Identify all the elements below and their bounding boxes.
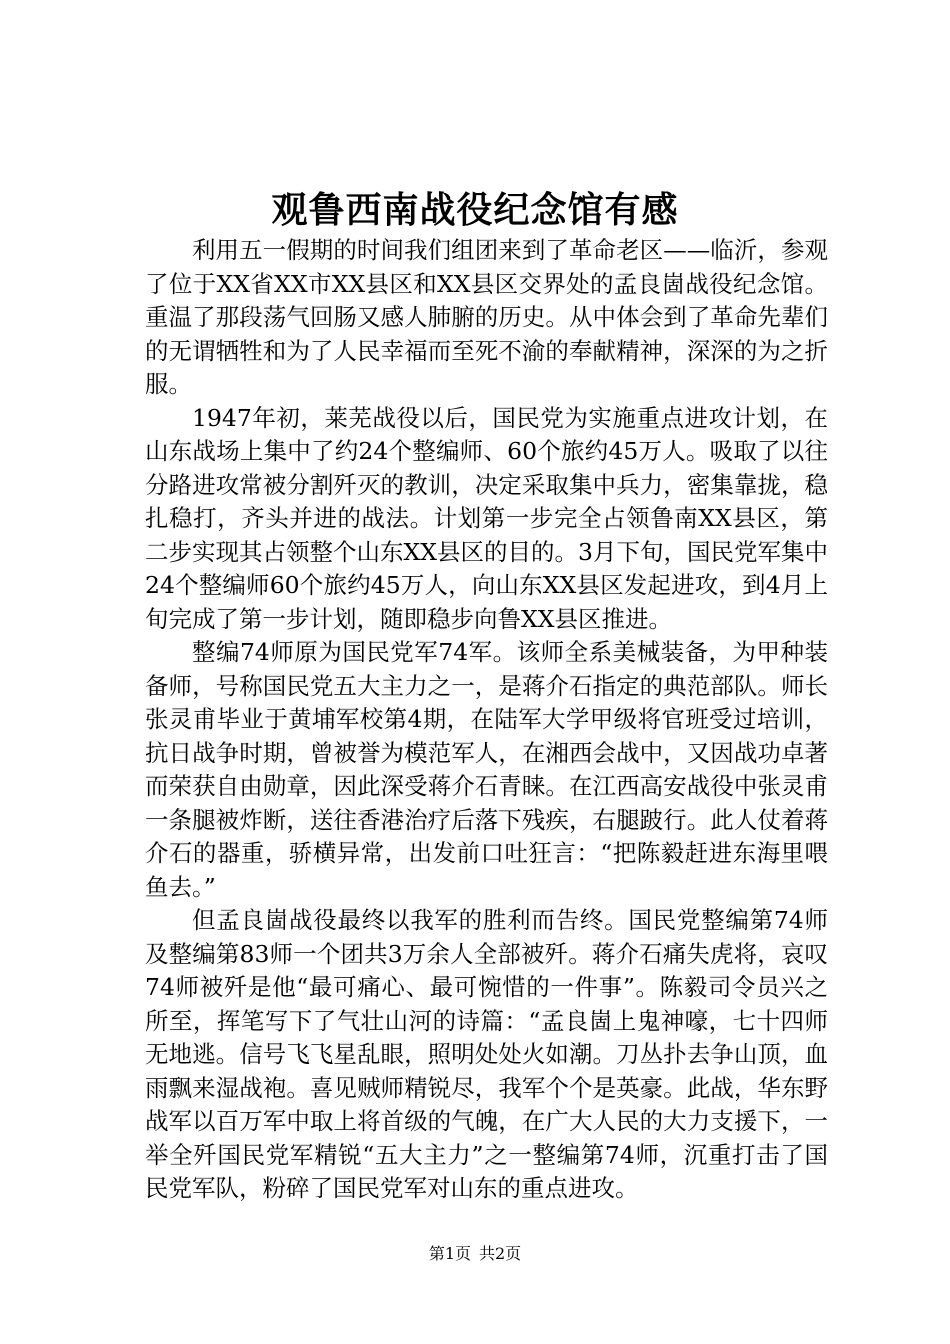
page-count: 共2页 [479,1244,522,1263]
page-footer [0,1244,950,1264]
paragraph: 但孟良崮战役最终以我军的胜利而告终。国民党整编第74师及整编第83师一个团共3万余人全部被歼。蒋介石痛失虎将，哀叹74师被歼是他“最可痛心、最可惋惜的一件事”。陈毅司令员兴之所至，挥笔写下了气壮山河的诗篇：“孟良崮上鬼神嚎，七十四师无地逃。信号飞飞星乱眼，照明处处火如潮。刀丛扑去争山顶，血雨飘来湿战袍。喜见贼师精锐尽，我军个个是英豪。此战，华东野战军以百万军中取上将首级的气魄，在广大人民的大力支援下，一举全歼国民党军精锐“五大主力”之一整编第74师，沉重打击了国民党军队，粉碎了国民党军对山东的重点进攻。 [145,906,828,1202]
paragraph: 1947年初，莱芜战役以后，国民党为实施重点进攻计划，在山东战场上集中了约24个整编师、60个旅约45万人。吸取了以往分路进攻常被分割歼灭的教训，决定采取集中兵力，密集靠拢，稳扎稳打，齐头并进的战法。计划第一步完全占领鲁南XX县区，第二步实现其占领整个山东XX县区的目的。3月下旬，国民党军集中24个整编师60个旅约45万人，向山东XX县区发起进攻，到4月上旬完成了第一步计划，随即稳步向鲁XX县区推进。 [145,403,828,633]
paragraph: 整编74师原为国民党军74军。该师全系美械装备，为甲种装备师，号称国民党五大主力之一，是蒋介石指定的典范部队。师长张灵甫毕业于黄埔军校第4期，在陆军大学甲级将官班受过培训，抗日战争时期，曾被誉为模范军人，在湘西会战中，又因战功卓著而荣获自由勋章，因此深受蒋介石青睐。在江西高安战役中张灵甫一条腿被炸断，送往香港治疗后落下残疾，右腿跛行。此人仗着蒋介石的器重，骄横异常，出发前口吐狂言：“把陈毅赶进东海里喂鱼去。” [145,638,828,901]
page-title: 观鲁西南战役纪念馆有感 [271,189,679,231]
paragraph: 利用五一假期的时间我们组团来到了革命老区——临沂，参观了位于XX省XX市XX县区和XX县区交界处的孟良崮战役纪念馆。重温了那段荡气回肠又感人肺腑的历史。从中体会到了革命先辈们的无谓牺牲和为了人民幸福而至死不渝的奉献精神，深深的为之折服。 [145,236,828,398]
page-number: 第1页 [428,1244,471,1263]
document-body [145,234,828,1206]
